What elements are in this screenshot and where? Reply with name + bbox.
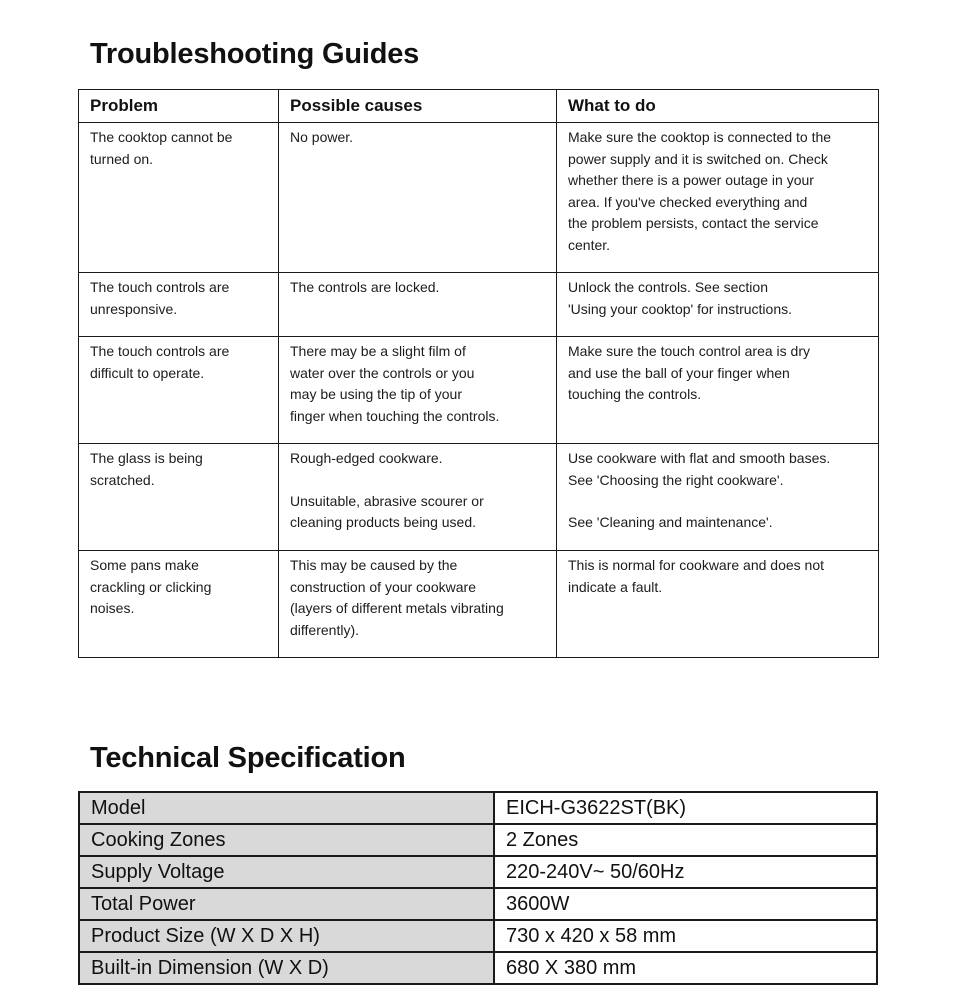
spec-row: [79, 920, 877, 952]
cell-text-line: This may be caused by the: [290, 557, 458, 573]
problem-cell: [79, 337, 279, 444]
cell-text-line: (layers of different metals vibrating: [290, 600, 504, 616]
cell-text-line: Some pans make: [90, 557, 199, 573]
spec-label: Model: [79, 792, 494, 824]
spec-row: [79, 792, 877, 824]
troubleshooting-title: Troubleshooting Guides: [90, 38, 420, 70]
cell-text-line: differently).: [290, 621, 359, 638]
spec-value: 2 Zones: [494, 824, 877, 856]
cell-paragraph: [290, 491, 546, 534]
cell-paragraph: [568, 555, 868, 598]
cell-text-line: center.: [568, 236, 611, 253]
spec-label: Built-in Dimension (W X D): [79, 952, 494, 984]
cell-paragraph: [90, 277, 268, 320]
cell-text-line: noises.: [90, 600, 135, 616]
what-to-do-cell: [557, 551, 879, 658]
cell-paragraph: [90, 127, 268, 170]
cell-text-line: 'Using your cooktop' for instructions.: [568, 300, 792, 317]
what-to-do-cell: [557, 123, 879, 273]
cell-paragraph: [568, 277, 868, 320]
spec-row: [79, 888, 877, 920]
cell-paragraph: [568, 341, 868, 406]
cell-text-line: Use cookware with flat and smooth bases.: [568, 450, 831, 466]
spec-label: Cooking Zones: [79, 824, 494, 856]
specification-table: [78, 791, 878, 985]
troubleshooting-table: [78, 89, 879, 658]
cell-text-line: This is normal for cookware and does not: [568, 557, 825, 573]
cell-paragraph: [90, 448, 268, 491]
cell-text-line: The touch controls are: [90, 279, 230, 295]
cell-text-line: whether there is a power outage in your: [568, 172, 814, 188]
cell-text-line: difficult to operate.: [90, 364, 205, 381]
table-row: [79, 444, 879, 551]
cell-paragraph: [290, 277, 546, 299]
cell-text-line: cleaning products being used.: [290, 514, 477, 530]
cell-text-line: The cooktop cannot be: [90, 129, 233, 145]
cell-text-line: Rough-edged cookware.: [290, 450, 443, 466]
spec-value: 3600W: [494, 888, 877, 920]
cell-text-line: the problem persists, contact the service: [568, 215, 819, 231]
cell-text-line: The controls are locked.: [290, 279, 440, 295]
cell-text-line: There may be a slight film of: [290, 343, 466, 359]
spec-value: 220-240V~ 50/60Hz: [494, 856, 877, 888]
header-problem: Problem: [79, 90, 279, 123]
problem-cell: [79, 551, 279, 658]
cell-paragraph: [290, 555, 546, 641]
table-row: [79, 273, 879, 337]
cell-text-line: turned on.: [90, 150, 154, 167]
possible-causes-cell: [279, 273, 557, 337]
cell-text-line: See 'Choosing the right cookware'.: [568, 471, 784, 488]
spec-label: Product Size (W X D X H): [79, 920, 494, 952]
spec-row: [79, 824, 877, 856]
cell-text-line: See 'Cleaning and maintenance'.: [568, 514, 773, 530]
cell-text-line: Make sure the touch control area is dry: [568, 343, 811, 359]
cell-text-line: may be using the tip of your: [290, 386, 462, 402]
table-row: [79, 123, 879, 273]
possible-causes-cell: [279, 444, 557, 551]
possible-causes-cell: [279, 337, 557, 444]
cell-paragraph: [90, 341, 268, 384]
table-row: [79, 337, 879, 444]
cell-text-line: construction of your cookware: [290, 578, 476, 595]
cell-text-line: The glass is being: [90, 450, 203, 466]
spec-row: [79, 856, 877, 888]
table-row: [79, 551, 879, 658]
cell-text-line: finger when touching the controls.: [290, 407, 500, 424]
technical-specification-title: Technical Specification: [90, 742, 406, 774]
spec-value: EICH-G3622ST(BK): [494, 792, 877, 824]
header-possible-causes: Possible causes: [279, 90, 557, 123]
problem-cell: [79, 123, 279, 273]
header-what-to-do: What to do: [557, 90, 879, 123]
possible-causes-cell: [279, 551, 557, 658]
cell-paragraph: [568, 448, 868, 491]
cell-text-line: power supply and it is switched on. Check: [568, 150, 828, 167]
cell-text-line: Unlock the controls. See section: [568, 279, 768, 295]
cell-text-line: scratched.: [90, 471, 155, 488]
cell-paragraph: [568, 512, 868, 534]
cell-text-line: and use the ball of your finger when: [568, 364, 790, 381]
spec-label: Total Power: [79, 888, 494, 920]
cell-paragraph: [90, 555, 268, 620]
possible-causes-cell: [279, 123, 557, 273]
cell-paragraph: [568, 127, 868, 256]
what-to-do-cell: [557, 337, 879, 444]
cell-text-line: unresponsive.: [90, 300, 178, 317]
problem-cell: [79, 273, 279, 337]
cell-paragraph: [290, 448, 546, 470]
cell-text-line: Make sure the cooktop is connected to the: [568, 129, 832, 145]
spec-value: 730 x 420 x 58 mm: [494, 920, 877, 952]
cell-paragraph: [290, 127, 546, 149]
cell-text-line: crackling or clicking: [90, 578, 212, 595]
what-to-do-cell: [557, 444, 879, 551]
troubleshooting-header-row: [79, 90, 879, 123]
cell-text-line: No power.: [290, 129, 354, 145]
cell-paragraph: [290, 341, 546, 427]
cell-text-line: The touch controls are: [90, 343, 230, 359]
cell-text-line: touching the controls.: [568, 386, 702, 402]
cell-text-line: Unsuitable, abrasive scourer or: [290, 492, 484, 509]
what-to-do-cell: [557, 273, 879, 337]
spec-value: 680 X 380 mm: [494, 952, 877, 984]
problem-cell: [79, 444, 279, 551]
cell-text-line: indicate a fault.: [568, 578, 663, 595]
spec-label: Supply Voltage: [79, 856, 494, 888]
cell-text-line: water over the controls or you: [290, 364, 475, 381]
cell-text-line: area. If you've checked everything and: [568, 193, 808, 210]
spec-row: [79, 952, 877, 984]
